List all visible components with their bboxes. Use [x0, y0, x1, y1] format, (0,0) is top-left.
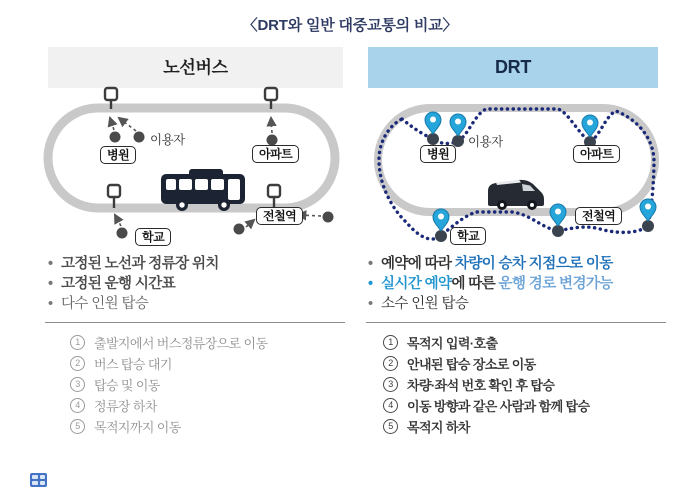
- step-number: 3: [70, 377, 85, 392]
- page-title: 〈DRT와 일반 대중교통의 비교〉: [242, 17, 458, 34]
- label-school: 학교: [450, 227, 486, 245]
- feature-text: 예약에 따라: [381, 256, 455, 272]
- label-hospital: 병원: [420, 145, 456, 163]
- route-bus-steps: [70, 332, 267, 437]
- divider: [45, 322, 345, 323]
- step-item: [70, 395, 267, 416]
- step-text: 버스 탑승 대기: [94, 357, 172, 372]
- step-item: [70, 332, 267, 353]
- step-item: [383, 374, 589, 395]
- step-text: 목적지 입력·호출: [407, 336, 498, 351]
- feature-item: • 고정된 운행 시간표: [48, 274, 353, 294]
- feature-item: [368, 254, 673, 274]
- step-number: 2: [383, 356, 398, 371]
- step-number: 1: [383, 335, 398, 350]
- step-number: 4: [383, 398, 398, 413]
- step-text: 출발지에서 버스정류장으로 이동: [94, 336, 268, 351]
- feature-item: • 다수 인원 탑승: [48, 294, 353, 314]
- step-text: 차량·좌석 번호 확인 후 탑승: [407, 378, 555, 393]
- feature-text-highlight: 실시간 예약: [381, 276, 452, 292]
- step-number: 5: [383, 419, 398, 434]
- step-item: [383, 416, 589, 437]
- step-number: 4: [70, 398, 85, 413]
- label-school: 학교: [135, 228, 171, 246]
- route-bus-map: [40, 85, 350, 255]
- label-hospital: 병원: [100, 146, 136, 164]
- feature-item: • 고정된 노선과 정류장 위치: [48, 254, 353, 274]
- drt-diagram: [362, 85, 672, 255]
- step-item: [70, 353, 267, 374]
- step-text: 정류장 하차: [94, 399, 157, 414]
- logo-mark: [30, 473, 47, 487]
- header-route-bus: 노선버스: [48, 47, 343, 88]
- feature-item: • 소수 인원 탑승: [368, 294, 673, 314]
- step-number: 1: [70, 335, 85, 350]
- step-item: [383, 332, 589, 353]
- step-number: 5: [70, 419, 85, 434]
- step-text: 탑승 및 이동: [94, 378, 160, 393]
- van-icon: [488, 180, 544, 210]
- route-bus-features: [48, 254, 353, 314]
- step-item: [70, 374, 267, 395]
- drt-map: [362, 85, 672, 255]
- divider: [366, 322, 666, 323]
- label-apartment: 아파트: [573, 145, 620, 163]
- step-text: 목적지까지 이동: [94, 420, 181, 435]
- header-drt: DRT: [368, 47, 658, 88]
- step-number: 3: [383, 377, 398, 392]
- drt-steps: [383, 332, 589, 437]
- step-item: [383, 353, 589, 374]
- step-text: 이동 방향과 같은 사람과 함께 탑승: [407, 399, 590, 414]
- step-text: 목적지 하차: [407, 420, 470, 435]
- step-item: [70, 416, 267, 437]
- drt-features: [368, 254, 673, 314]
- step-number: 2: [70, 356, 85, 371]
- route-bus-diagram: [40, 85, 350, 255]
- feature-text: 에 따른: [451, 276, 499, 292]
- label-user: 이용자: [150, 133, 185, 147]
- label-station: 전철역: [575, 207, 622, 225]
- feature-text-highlight: 운행 경로 변경가능: [498, 276, 613, 292]
- label-station: 전철역: [256, 207, 303, 225]
- feature-item: [368, 274, 673, 294]
- feature-text-highlight: 차량이 승차 지점으로 이동: [454, 256, 613, 272]
- label-apartment: 아파트: [252, 145, 299, 163]
- step-text: 안내된 탑승 장소로 이동: [407, 357, 536, 372]
- step-item: [383, 395, 589, 416]
- label-user: 이용자: [468, 135, 503, 149]
